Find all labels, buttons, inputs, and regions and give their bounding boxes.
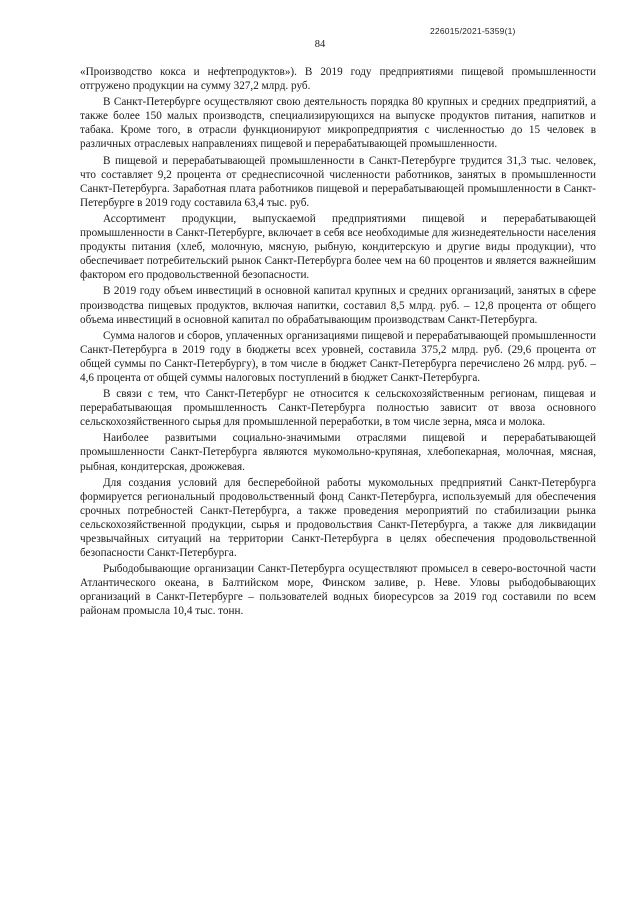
page-number: 84	[314, 39, 326, 50]
document-body	[80, 65, 596, 621]
paragraph: Ассортимент продукции, выпускаемой предприятиями пищевой и перерабатывающей промышленности в Санкт-Петербурге, включает в себя все необходимые для жизнедеятельности населения продукты питания (хлеб, молочную, мясную, рыбную, кондитерскую и другие виды продукции), что обеспечивает потребительский рынок Санкт-Петербурга более чем на 60 процентов и является важнейшим фактором его продовольственной безопасности.	[80, 212, 596, 282]
document-registration-number: 226015/2021-5359(1)	[430, 26, 516, 36]
paragraph: В 2019 году объем инвестиций в основной капитал крупных и средних организаций, занятых в сфере производства пищевых продуктов, включая напитки, составил 8,5 млрд. руб. – 12,8 процента от общего объема инвестиций в основной капитал по обрабатывающим производствам Санкт-Петербурга.	[80, 285, 596, 326]
paragraph: Наиболее развитыми социально-значимыми отраслями пищевой и перерабатывающей промышленности Санкт-Петербурга являются мукомольно-крупяная, хлебопекарная, молочная, мясная, рыбная, кондитерская, дрожжевая.	[80, 432, 596, 473]
paragraph: «Производство кокса и нефтепродуктов»). В 2019 году предприятиями пищевой промышленности отгружено продукции на сумму 327,2 млрд. руб.	[80, 66, 596, 93]
paragraph: Сумма налогов и сборов, уплаченных организациями пищевой и перерабатывающей промышленности Санкт-Петербурга в 2019 году в бюджеты всех уровней, составила 375,2 млрд. руб. (29,6 процента от общей суммы по Санкт-Петербургу), в том числе в бюджет Санкт-Петербурга перечислено 26 млрд. руб. – 4,6 процента от общей суммы налоговых поступлений в бюджет Санкт-Петербурга.	[80, 329, 596, 384]
paragraph: Для создания условий для бесперебойной работы мукомольных предприятий Санкт-Петербурга формируется региональный продовольственный фонд Санкт-Петербурга, используемый для обеспечения срочных потребностей Санкт-Петербурга, а также проведения мероприятий по стабилизации рынка сельскохозяйственной продукции, сырья и продовольствия Санкт-Петербурга, а также для ликвидации чрезвычайных ситуаций на территории Санкт-Петербурга в целях обеспечения продовольственной безопасности Санкт-Петербурга.	[80, 476, 596, 560]
paragraph: В пищевой и перерабатывающей промышленности в Санкт-Петербурге трудится 31,3 тыс. человек, что составляет 9,2 процента от среднесписочной численности работников, занятых в промышленности Санкт-Петербурга. Заработная плата работников пищевой и перерабатывающей промышленности в Санкт-Петербурге в 2019 году составила 63,4 тыс. руб.	[80, 154, 596, 209]
paragraph: В Санкт-Петербурге осуществляют свою деятельность порядка 80 крупных и средних предприятий, а также более 150 малых производств, специализирующихся на выпуске продуктов питания, напитков и табака. Кроме того, в отрасли функционируют микропредприятия с численностью до 15 человек в различных отраслевых направлениях пищевой и перерабатывающей промышленности.	[80, 96, 596, 151]
paragraph: В связи с тем, что Санкт-Петербург не относится к сельскохозяйственным регионам, пищевая и перерабатывающая промышленность Санкт-Петербурга полностью зависит от ввоза основного сельскохозяйственного сырья для промышленной переработки, в том числе зерна, мяса и молока.	[80, 388, 596, 429]
paragraph: Рыбодобывающие организации Санкт-Петербурга осуществляют промысел в северо-восточной части Атлантического океана, в Балтийском море, Финском заливе, р. Неве. Уловы рыбодобывающих организаций в Санкт-Петербурге – пользователей водных биоресурсов за 2019 год составили по всем районам промысла 10,4 тыс. тонн.	[80, 563, 596, 618]
